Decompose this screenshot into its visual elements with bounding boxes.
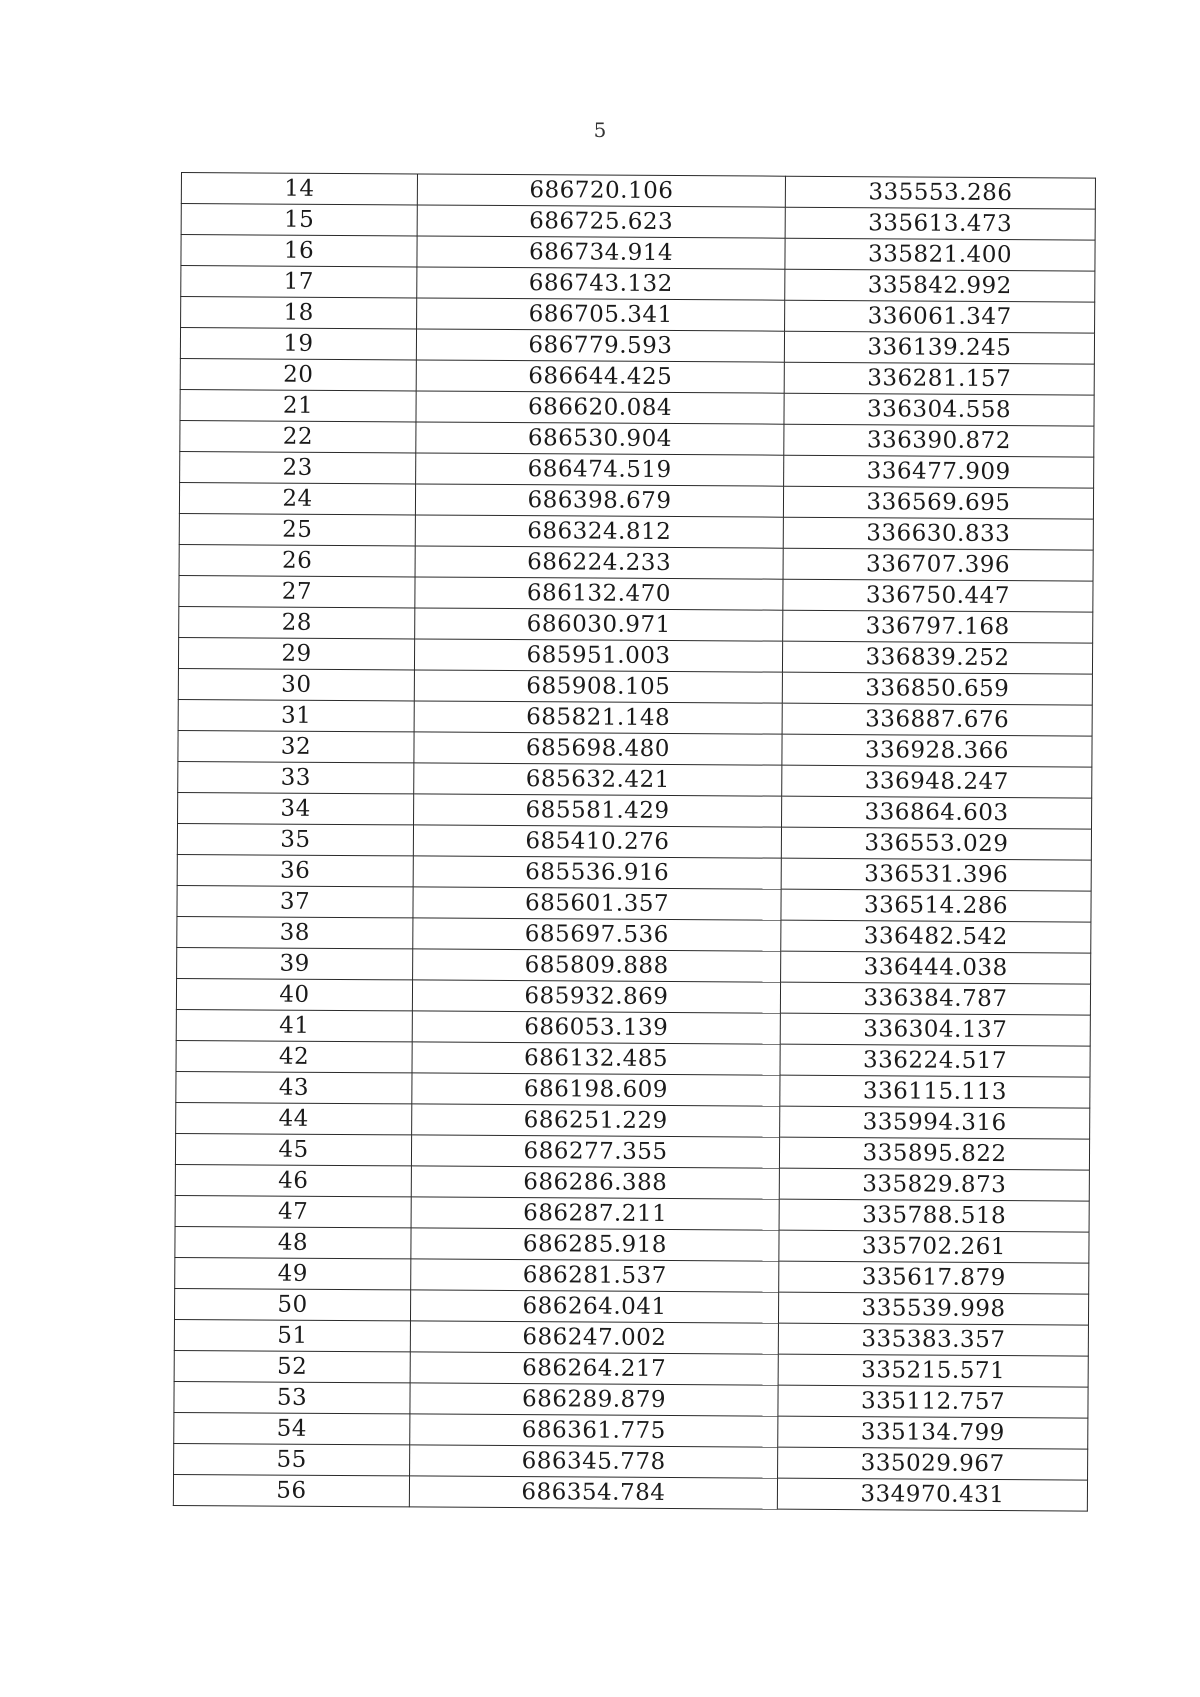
point-index-cell: 40: [176, 978, 412, 1010]
x-coordinate-cell: 685697.536: [413, 918, 781, 951]
y-coordinate-cell: 335842.992: [785, 269, 1095, 302]
y-coordinate-cell: 336948.247: [782, 765, 1092, 798]
x-coordinate-cell: 685410.276: [413, 825, 781, 858]
point-index-cell: 54: [174, 1412, 410, 1444]
point-index-cell: 51: [174, 1319, 410, 1351]
point-index-cell: 44: [176, 1102, 412, 1134]
point-index-cell: 45: [175, 1133, 411, 1165]
point-index-cell: 34: [178, 792, 414, 824]
point-index-cell: 36: [177, 854, 413, 886]
table-row: [173, 1474, 1087, 1511]
y-coordinate-cell: 336139.245: [784, 331, 1094, 364]
y-coordinate-cell: 335617.879: [779, 1261, 1089, 1294]
point-index-cell: 21: [180, 389, 416, 421]
y-coordinate-cell: 336477.909: [784, 455, 1094, 488]
point-index-cell: 37: [177, 885, 413, 917]
point-index-cell: 30: [178, 668, 414, 700]
point-index-cell: 24: [179, 482, 415, 514]
point-index-cell: 27: [179, 575, 415, 607]
y-coordinate-cell: 335029.967: [778, 1447, 1088, 1480]
y-coordinate-cell: 336707.396: [783, 548, 1093, 581]
point-index-cell: 42: [176, 1040, 412, 1072]
point-index-cell: 20: [180, 358, 416, 390]
coordinate-table: [173, 172, 1096, 1512]
x-coordinate-cell: 685698.480: [414, 732, 782, 765]
y-coordinate-cell: 336850.659: [782, 672, 1092, 705]
x-coordinate-cell: 686251.229: [412, 1104, 780, 1137]
x-coordinate-cell: 686743.132: [417, 267, 785, 300]
point-index-cell: 41: [176, 1009, 412, 1041]
x-coordinate-cell: 686053.139: [412, 1011, 780, 1044]
point-index-cell: 25: [179, 513, 415, 545]
y-coordinate-cell: 336750.447: [783, 579, 1093, 612]
x-coordinate-cell: 686725.623: [417, 205, 785, 238]
y-coordinate-cell: 335134.799: [778, 1416, 1088, 1449]
x-coordinate-cell: 686720.106: [417, 174, 785, 207]
point-index-cell: 52: [174, 1350, 410, 1382]
y-coordinate-cell: 335702.261: [779, 1230, 1089, 1263]
x-coordinate-cell: 686132.470: [415, 577, 783, 610]
x-coordinate-cell: 686324.812: [415, 515, 783, 548]
y-coordinate-cell: 336061.347: [785, 300, 1095, 333]
y-coordinate-cell: 335112.757: [778, 1385, 1088, 1418]
point-index-cell: 49: [175, 1257, 411, 1289]
x-coordinate-cell: 686734.914: [417, 236, 785, 269]
x-coordinate-cell: 686287.211: [411, 1197, 779, 1230]
x-coordinate-cell: 685932.869: [412, 980, 780, 1013]
x-coordinate-cell: 686620.084: [416, 391, 784, 424]
x-coordinate-cell: 685951.003: [414, 639, 782, 672]
y-coordinate-cell: 336482.542: [781, 920, 1091, 953]
point-index-cell: 56: [173, 1474, 409, 1506]
x-coordinate-cell: 686281.537: [411, 1259, 779, 1292]
x-coordinate-cell: 686247.002: [410, 1321, 778, 1354]
point-index-cell: 39: [177, 947, 413, 979]
point-index-cell: 18: [181, 297, 417, 329]
point-index-cell: 26: [179, 544, 415, 576]
x-coordinate-cell: 685581.429: [414, 794, 782, 827]
y-coordinate-cell: 335895.822: [779, 1137, 1089, 1170]
point-index-cell: 23: [180, 451, 416, 483]
y-coordinate-cell: 336553.029: [781, 827, 1091, 860]
x-coordinate-cell: 686132.485: [412, 1042, 780, 1075]
point-index-cell: 19: [180, 328, 416, 360]
y-coordinate-cell: 336390.872: [784, 424, 1094, 457]
x-coordinate-cell: 685601.357: [413, 887, 781, 920]
page-number: 5: [593, 118, 607, 142]
y-coordinate-cell: 335539.998: [778, 1292, 1088, 1325]
x-coordinate-cell: 686289.879: [410, 1383, 778, 1416]
point-index-cell: 33: [178, 761, 414, 793]
y-coordinate-cell: 336797.168: [783, 610, 1093, 643]
y-coordinate-cell: 335215.571: [778, 1354, 1088, 1387]
y-coordinate-cell: 336281.157: [784, 362, 1094, 395]
y-coordinate-cell: 336928.366: [782, 734, 1092, 767]
point-index-cell: 55: [174, 1443, 410, 1475]
y-coordinate-cell: 336531.396: [781, 858, 1091, 891]
point-index-cell: 46: [175, 1164, 411, 1196]
x-coordinate-cell: 686354.784: [409, 1476, 777, 1509]
y-coordinate-cell: 336444.038: [781, 951, 1091, 984]
point-index-cell: 32: [178, 730, 414, 762]
x-coordinate-cell: 686474.519: [416, 453, 784, 486]
y-coordinate-cell: 336224.517: [780, 1044, 1090, 1077]
y-coordinate-cell: 336304.558: [784, 393, 1094, 426]
point-index-cell: 28: [179, 606, 415, 638]
y-coordinate-cell: 336115.113: [780, 1075, 1090, 1108]
y-coordinate-cell: 335829.873: [779, 1168, 1089, 1201]
point-index-cell: 16: [181, 235, 417, 267]
x-coordinate-cell: 686705.341: [417, 298, 785, 331]
point-index-cell: 48: [175, 1226, 411, 1258]
y-coordinate-cell: 336569.695: [783, 486, 1093, 519]
x-coordinate-cell: 686198.609: [412, 1073, 780, 1106]
x-coordinate-cell: 686398.679: [415, 484, 783, 517]
x-coordinate-cell: 685809.888: [413, 949, 781, 982]
point-index-cell: 47: [175, 1195, 411, 1227]
y-coordinate-cell: 335821.400: [785, 238, 1095, 271]
point-index-cell: 14: [181, 173, 417, 205]
point-index-cell: 29: [178, 637, 414, 669]
point-index-cell: 53: [174, 1381, 410, 1413]
x-coordinate-cell: 686030.971: [415, 608, 783, 641]
x-coordinate-cell: 685908.105: [414, 670, 782, 703]
x-coordinate-cell: 686345.778: [410, 1445, 778, 1478]
point-index-cell: 43: [176, 1071, 412, 1103]
y-coordinate-cell: 336839.252: [782, 641, 1092, 674]
y-coordinate-cell: 335383.357: [778, 1323, 1088, 1356]
x-coordinate-cell: 686285.918: [411, 1228, 779, 1261]
y-coordinate-cell: 336887.676: [782, 703, 1092, 736]
y-coordinate-cell: 336514.286: [781, 889, 1091, 922]
x-coordinate-cell: 685632.421: [414, 763, 782, 796]
coordinate-table-body: [173, 173, 1095, 1512]
y-coordinate-cell: 334970.431: [777, 1478, 1087, 1511]
x-coordinate-cell: 685821.148: [414, 701, 782, 734]
y-coordinate-cell: 335994.316: [780, 1106, 1090, 1139]
x-coordinate-cell: 686779.593: [416, 329, 784, 362]
y-coordinate-cell: 336630.833: [783, 517, 1093, 550]
x-coordinate-cell: 686644.425: [416, 360, 784, 393]
x-coordinate-cell: 686264.217: [410, 1352, 778, 1385]
x-coordinate-cell: 686277.355: [411, 1135, 779, 1168]
x-coordinate-cell: 686530.904: [416, 422, 784, 455]
x-coordinate-cell: 686286.388: [411, 1166, 779, 1199]
point-index-cell: 31: [178, 699, 414, 731]
y-coordinate-cell: 336864.603: [782, 796, 1092, 829]
y-coordinate-cell: 335553.286: [785, 176, 1095, 209]
point-index-cell: 22: [180, 420, 416, 452]
x-coordinate-cell: 686264.041: [410, 1290, 778, 1323]
y-coordinate-cell: 335788.518: [779, 1199, 1089, 1232]
point-index-cell: 15: [181, 204, 417, 236]
point-index-cell: 17: [181, 266, 417, 298]
x-coordinate-cell: 686361.775: [410, 1414, 778, 1447]
point-index-cell: 38: [177, 916, 413, 948]
y-coordinate-cell: 336384.787: [780, 982, 1090, 1015]
y-coordinate-cell: 336304.137: [780, 1013, 1090, 1046]
point-index-cell: 50: [174, 1288, 410, 1320]
x-coordinate-cell: 686224.233: [415, 546, 783, 579]
y-coordinate-cell: 335613.473: [785, 207, 1095, 240]
point-index-cell: 35: [177, 823, 413, 855]
x-coordinate-cell: 685536.916: [413, 856, 781, 889]
